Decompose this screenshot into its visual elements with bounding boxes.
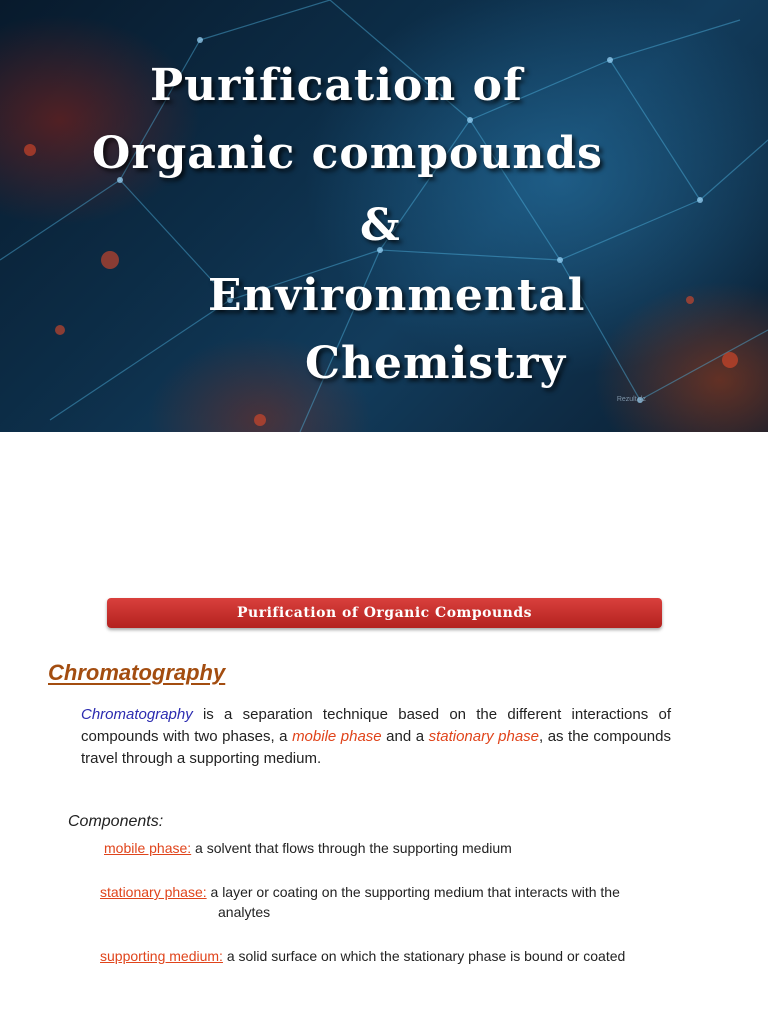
title-slide-heading bbox=[0, 0, 768, 432]
definition-text-1: is a separation technique based on the different interactions of compounds with two phases, a bbox=[81, 706, 671, 745]
component-item bbox=[100, 882, 660, 922]
section-heading: Chromatography bbox=[48, 660, 226, 685]
definition-paragraph bbox=[81, 704, 671, 770]
component-desc-continued: analytes bbox=[218, 904, 271, 920]
title-line-3: & bbox=[360, 200, 401, 251]
component-term: supporting medium: bbox=[100, 948, 223, 964]
title-line-1: Purification of bbox=[150, 60, 523, 111]
definition-term: Chromatography bbox=[81, 706, 193, 723]
title-line-4: Environmental bbox=[208, 270, 586, 321]
component-term: mobile phase: bbox=[104, 840, 192, 856]
component-desc: a solid surface on which the stationary phase is bound or coated bbox=[222, 948, 626, 964]
component-item bbox=[100, 946, 625, 966]
stationary-phase-term: stationary phase bbox=[428, 728, 539, 745]
section-banner bbox=[107, 598, 662, 628]
watermark: Rezult.dz bbox=[616, 396, 646, 403]
components-heading: Components: bbox=[68, 813, 164, 830]
component-item bbox=[104, 838, 512, 858]
title-line-2: Organic compounds bbox=[92, 128, 603, 179]
title-line-5: Chemistry bbox=[305, 338, 567, 389]
banner-label: Purification of Organic Compounds bbox=[236, 605, 533, 621]
component-desc: a solvent that flows through the supporting medium bbox=[191, 840, 512, 856]
mobile-phase-term: mobile phase bbox=[292, 728, 382, 745]
component-term: stationary phase: bbox=[100, 884, 207, 900]
definition-text-3: , as the compounds travel through a supporting medium. bbox=[81, 728, 671, 767]
component-desc: a layer or coating on the supporting medium that interacts with the bbox=[206, 884, 620, 900]
definition-text-2: and a bbox=[381, 728, 429, 745]
title-slide bbox=[0, 0, 768, 432]
